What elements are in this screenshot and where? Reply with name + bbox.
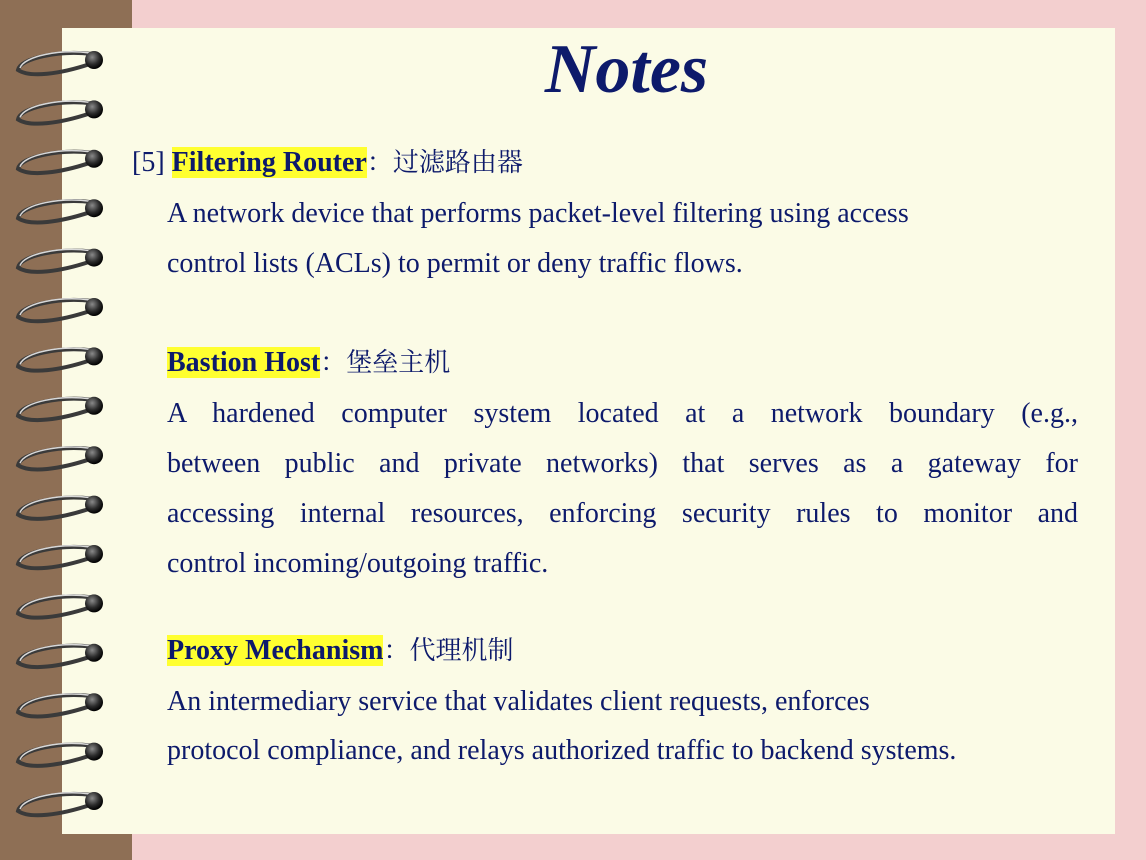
term-separator: ： <box>320 348 347 378</box>
definition-line: A network device that performs packet-level filtering using access <box>167 198 909 229</box>
entry-heading-filtering-router <box>132 146 523 180</box>
term-filtering-router: Filtering Router <box>171 147 367 178</box>
term-bastion-host: Bastion Host <box>167 347 321 378</box>
entry-heading-proxy-mechanism <box>167 634 513 668</box>
entry-number: [5] <box>132 147 172 178</box>
term-chinese-filtering-router: 过滤路由器 <box>392 148 523 178</box>
page-title: Notes <box>544 31 709 108</box>
entry-heading-bastion-host <box>167 346 450 380</box>
definition-line: control incoming/outgoing traffic. <box>167 548 549 579</box>
term-proxy-mechanism: Proxy Mechanism <box>167 635 384 666</box>
definition-line: An intermediary service that validates client requests, enforces <box>167 686 870 717</box>
definition-line: accessing internal resources, enforcing security rules to monitor and <box>167 498 1078 529</box>
term-separator: ： <box>366 148 393 178</box>
definition-line: control lists (ACLs) to permit or deny traffic flows. <box>167 248 743 279</box>
definition-line: protocol compliance, and relays authorized traffic to backend systems. <box>167 735 957 766</box>
term-chinese-bastion-host: 堡垒主机 <box>346 348 451 378</box>
definition-line: between public and private networks) that serves as a gateway for <box>167 448 1078 479</box>
term-chinese-proxy-mechanism: 代理机制 <box>409 636 514 666</box>
definition-line: A hardened computer system located at a network boundary (e.g., <box>167 398 1078 429</box>
term-separator: ： <box>383 636 410 666</box>
